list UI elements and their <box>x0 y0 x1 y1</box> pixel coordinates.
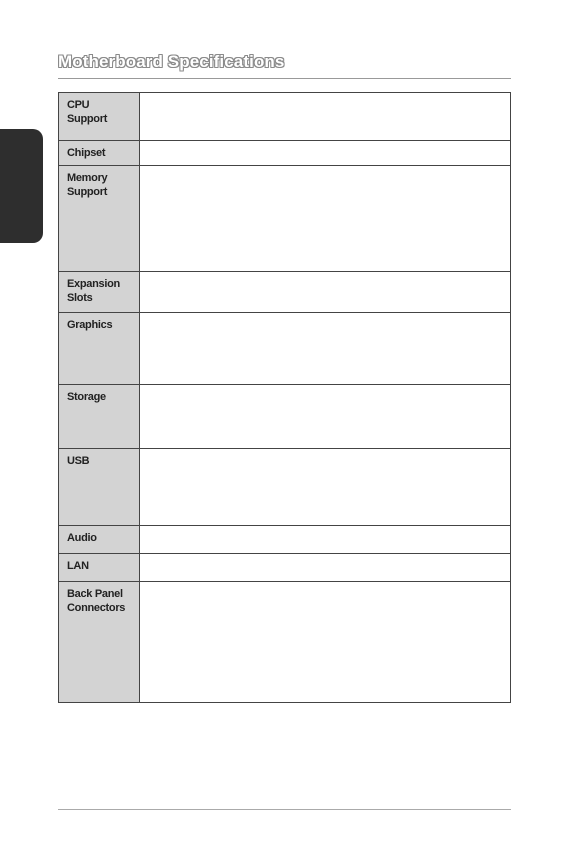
row-label-expansion-slots: Expansion Slots <box>59 272 140 313</box>
row-label-memory-support: Memory Support <box>59 166 140 272</box>
row-value-lan <box>140 554 511 582</box>
row-value-chipset <box>140 141 511 166</box>
page-title: Motherboard Specifications <box>58 52 285 71</box>
row-value-expansion-slots <box>140 272 511 313</box>
table-row <box>59 526 511 554</box>
table-row <box>59 313 511 385</box>
footer-divider <box>58 809 511 810</box>
row-value-back-panel-connectors <box>140 582 511 703</box>
row-label-lan: LAN <box>59 554 140 582</box>
chapter-side-tab <box>0 129 43 243</box>
row-label-graphics: Graphics <box>59 313 140 385</box>
row-label-storage: Storage <box>59 385 140 449</box>
row-value-graphics <box>140 313 511 385</box>
table-row <box>59 582 511 703</box>
row-label-cpu-support: CPU Support <box>59 93 140 141</box>
row-value-audio <box>140 526 511 554</box>
spec-table <box>58 92 511 703</box>
table-row <box>59 385 511 449</box>
row-value-memory-support <box>140 166 511 272</box>
table-row <box>59 141 511 166</box>
row-label-usb: USB <box>59 449 140 526</box>
table-row <box>59 272 511 313</box>
row-label-back-panel-connectors: Back Panel Connectors <box>59 582 140 703</box>
table-row <box>59 554 511 582</box>
row-value-storage <box>140 385 511 449</box>
title-divider <box>58 78 511 79</box>
row-label-audio: Audio <box>59 526 140 554</box>
table-row <box>59 93 511 141</box>
row-value-usb <box>140 449 511 526</box>
row-label-chipset: Chipset <box>59 141 140 166</box>
row-value-cpu-support <box>140 93 511 141</box>
table-row <box>59 449 511 526</box>
table-row <box>59 166 511 272</box>
